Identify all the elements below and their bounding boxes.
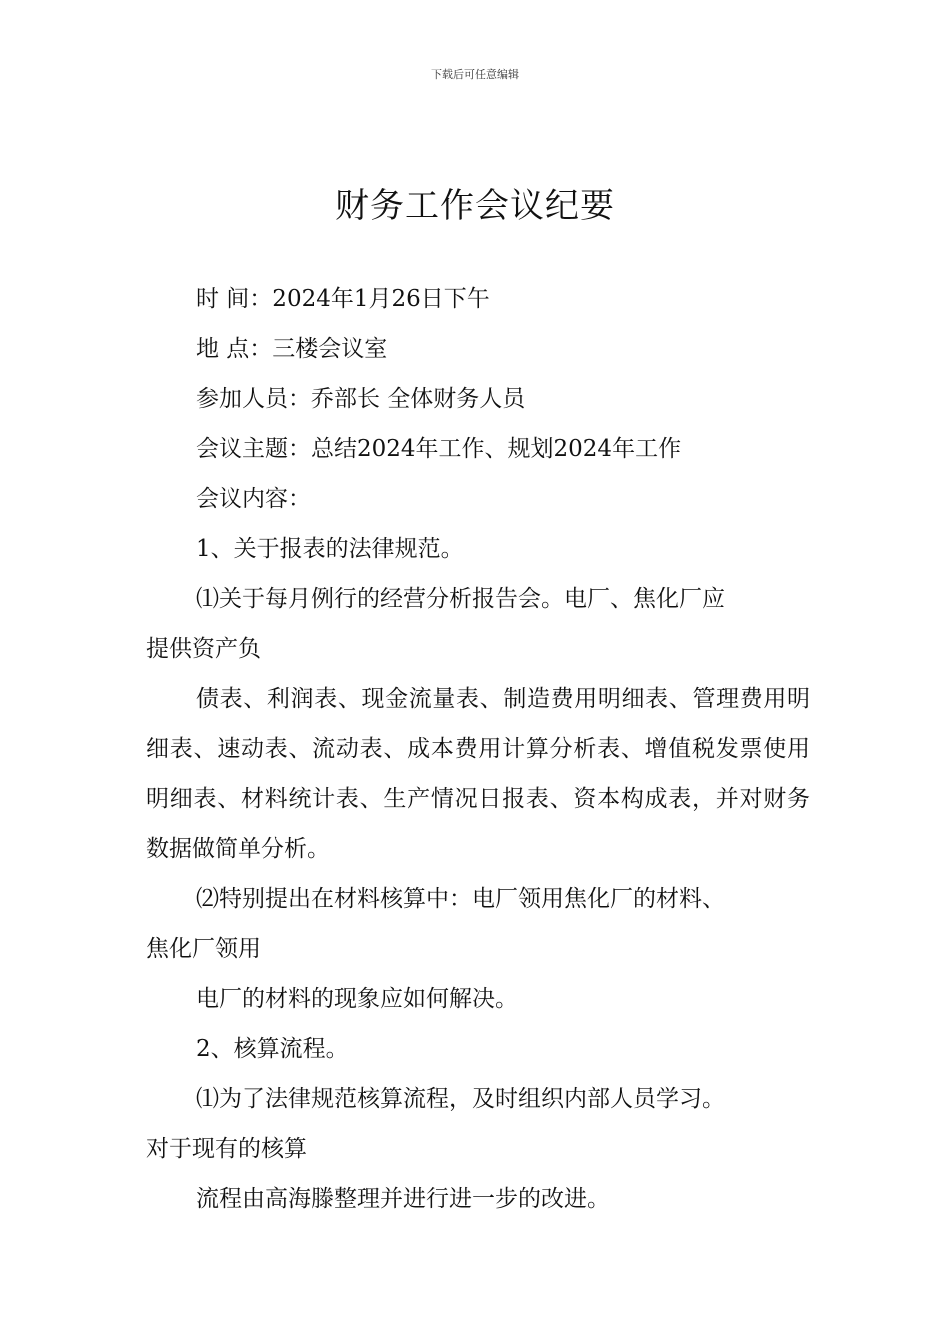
paragraph-section-1: 1、关于报表的法律规范。 (196, 536, 464, 562)
paragraph-item-2-1-cont: 对于现有的核算 (146, 1136, 307, 1162)
paragraph-topic: 会议主题：总结2024年工作、规划2024年工作 (196, 436, 682, 462)
paragraph-item-1-1: ⑴关于每月例行的经营分析报告会。电厂、焦化厂应 (196, 586, 725, 612)
document-body (146, 274, 810, 1224)
paragraph-item-2-1: ⑴为了法律规范核算流程，及时组织内部人员学习。 (196, 1086, 725, 1112)
paragraph-item-2-1-end: 流程由高海滕整理并进行进一步的改进。 (196, 1186, 610, 1212)
paragraph-content-heading: 会议内容： (196, 486, 311, 512)
paragraph-report-list: 债表、利润表、现金流量表、制造费用明细表、管理费用明细表、速动表、流动表、成本费用计算分析表、增值税发票使用明细表、材料统计表、生产情况日报表、资本构成表，并对财务数据做简单分析。 (146, 686, 810, 862)
paragraph-location: 地 点：三楼会议室 (196, 336, 388, 362)
paragraph-attendees: 参加人员：乔部长 全体财务人员 (196, 386, 526, 412)
header-note: 下载后可任意编辑 (431, 68, 519, 81)
paragraph-item-1-2-cont: 焦化厂领用 (146, 936, 261, 962)
paragraph-item-1-2: ⑵特别提出在材料核算中：电厂领用焦化厂的材料、 (196, 886, 725, 912)
document-title: 财务工作会议纪要 (335, 186, 615, 226)
paragraph-item-1-1-cont: 提供资产负 (146, 636, 261, 662)
paragraph-section-2: 2、核算流程。 (196, 1036, 349, 1062)
paragraph-item-1-2-end: 电厂的材料的现象应如何解决。 (196, 986, 518, 1012)
paragraph-time: 时 间：2024年1月26日下午 (196, 286, 490, 312)
